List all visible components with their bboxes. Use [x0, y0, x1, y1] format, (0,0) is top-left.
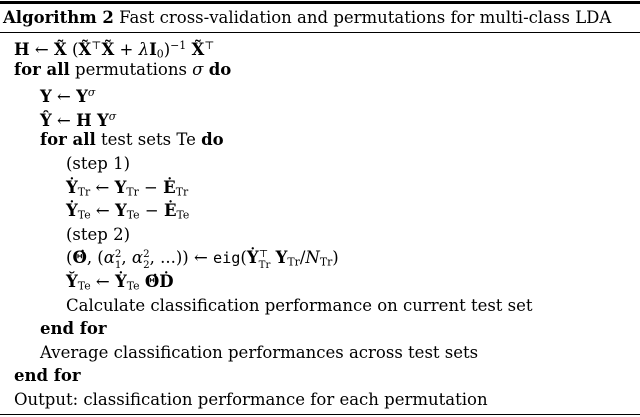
superscript: 2 [114, 249, 122, 261]
subscript: Tr [175, 185, 189, 199]
algorithm-line-4 [0, 105, 640, 129]
algorithm-line-14 [0, 341, 640, 365]
superscript: σ [108, 109, 117, 123]
keyword: end for [40, 319, 107, 339]
keyword: do [201, 130, 224, 150]
superscript: 2 [143, 249, 150, 261]
bottom-rule [0, 414, 640, 416]
text: Average classification performances across test sets [40, 342, 479, 362]
subscript: Te [126, 208, 140, 222]
math-variable: σ [192, 59, 204, 79]
algorithm-body [0, 33, 640, 412]
text: , [121, 248, 132, 268]
algorithm-line-5 [0, 128, 640, 152]
algorithm-line-7 [0, 176, 640, 200]
matrix-symbol: Y [96, 110, 109, 129]
matrix-symbol: X̃ [101, 39, 115, 58]
superscript: ⊤ [204, 39, 215, 52]
text: , ( [86, 248, 104, 268]
subscript: Tr [258, 260, 271, 270]
matrix-symbol: I [149, 39, 157, 58]
text: ( [66, 248, 73, 268]
text: − [138, 177, 164, 197]
subscript: 1 [114, 260, 122, 270]
matrix-symbol: Ẏ [246, 248, 259, 268]
algorithm-line-15 [0, 364, 640, 388]
matrix-symbol: H [14, 39, 30, 58]
superscript: ⊤ [258, 249, 269, 261]
text: ← [90, 201, 115, 221]
text: ← [90, 271, 115, 291]
superscript: σ [87, 86, 96, 100]
matrix-symbol: H [76, 110, 92, 129]
algorithm-line-2 [0, 58, 640, 82]
matrix-symbol: X̃ [191, 39, 205, 58]
algorithm-line-3 [0, 81, 640, 105]
math-variable: N [305, 248, 320, 268]
matrix-symbol: Θ̇ [72, 248, 87, 268]
subscript: 0 [156, 47, 164, 58]
matrix-symbol: Ė [163, 201, 177, 221]
algorithm-line-11 [0, 270, 640, 294]
algorithm-line-9 [0, 223, 640, 247]
matrix-symbol: Y [275, 248, 288, 268]
text: ← [29, 39, 54, 58]
keyword: for all [14, 59, 70, 79]
math-variable: λ [138, 39, 150, 58]
algorithm-title [0, 4, 640, 32]
text: (step 2) [66, 224, 131, 244]
subscript: Te [77, 279, 91, 293]
math-variable: α [103, 248, 115, 268]
text: ( [240, 248, 247, 268]
subscript: Te [126, 279, 140, 293]
text: ) [332, 248, 339, 268]
keyword: do [208, 59, 232, 79]
matrix-symbol: Θ̇ [144, 271, 160, 291]
matrix-symbol: Ẏ [114, 271, 127, 291]
subscript: Tr [287, 256, 300, 270]
text: ← [51, 110, 77, 129]
subscript: Tr [77, 185, 91, 199]
subscript: Te [77, 208, 91, 222]
algorithm-line-6 [0, 152, 640, 176]
algorithm-caption: Fast cross-validation and permutations for multi-class LDA [113, 7, 612, 27]
algorithm-label: Algorithm 2 [3, 7, 114, 27]
matrix-symbol: X̃ [78, 39, 92, 58]
text: − [139, 201, 164, 221]
matrix-symbol: Ŷ [40, 110, 52, 129]
text: (step 1) [66, 153, 131, 173]
text: ← [90, 177, 115, 197]
algorithm-line-13 [0, 317, 640, 341]
text: Output: classification performance for each permutation [14, 389, 488, 409]
algorithm-line-12 [0, 294, 640, 318]
superscript: ⊤ [91, 39, 102, 52]
text: Calculate classification performance on current test set [66, 295, 533, 315]
text: permutations [69, 59, 193, 79]
keyword: for all [40, 130, 96, 150]
text: , ...)) ← [149, 248, 214, 268]
function-name: eig [213, 249, 241, 268]
subscript: Te [176, 208, 190, 222]
superscript: −1 [170, 39, 187, 52]
matrix-symbol: Ẏ [66, 177, 78, 197]
algorithm-line-16 [0, 388, 640, 412]
matrix-symbol: Y [40, 87, 52, 105]
subscript: Tr [319, 256, 333, 270]
matrix-symbol: Y̆ [66, 271, 78, 291]
matrix-symbol: Ẏ [66, 201, 78, 221]
algorithm-line-1 [0, 34, 640, 58]
subscript: Tr [126, 185, 139, 199]
matrix-symbol: X̃ [53, 39, 67, 58]
text: test sets Te [95, 130, 202, 150]
math-variable: α [131, 248, 144, 268]
supsub-stack [259, 249, 271, 270]
algorithm-line-10 [0, 246, 640, 270]
text: + [114, 39, 139, 58]
algorithm-line-8 [0, 199, 640, 223]
matrix-symbol: Ė [163, 177, 176, 197]
matrix-symbol: Y [114, 177, 127, 197]
matrix-symbol: Y [114, 201, 127, 221]
matrix-symbol: Ḋ [159, 271, 174, 291]
keyword: end for [14, 366, 81, 386]
text: ) [163, 39, 171, 58]
matrix-symbol: Y [76, 87, 88, 105]
subscript: 2 [143, 260, 150, 270]
text: ( [66, 39, 79, 58]
text: ← [51, 87, 77, 105]
text: / [299, 248, 306, 268]
